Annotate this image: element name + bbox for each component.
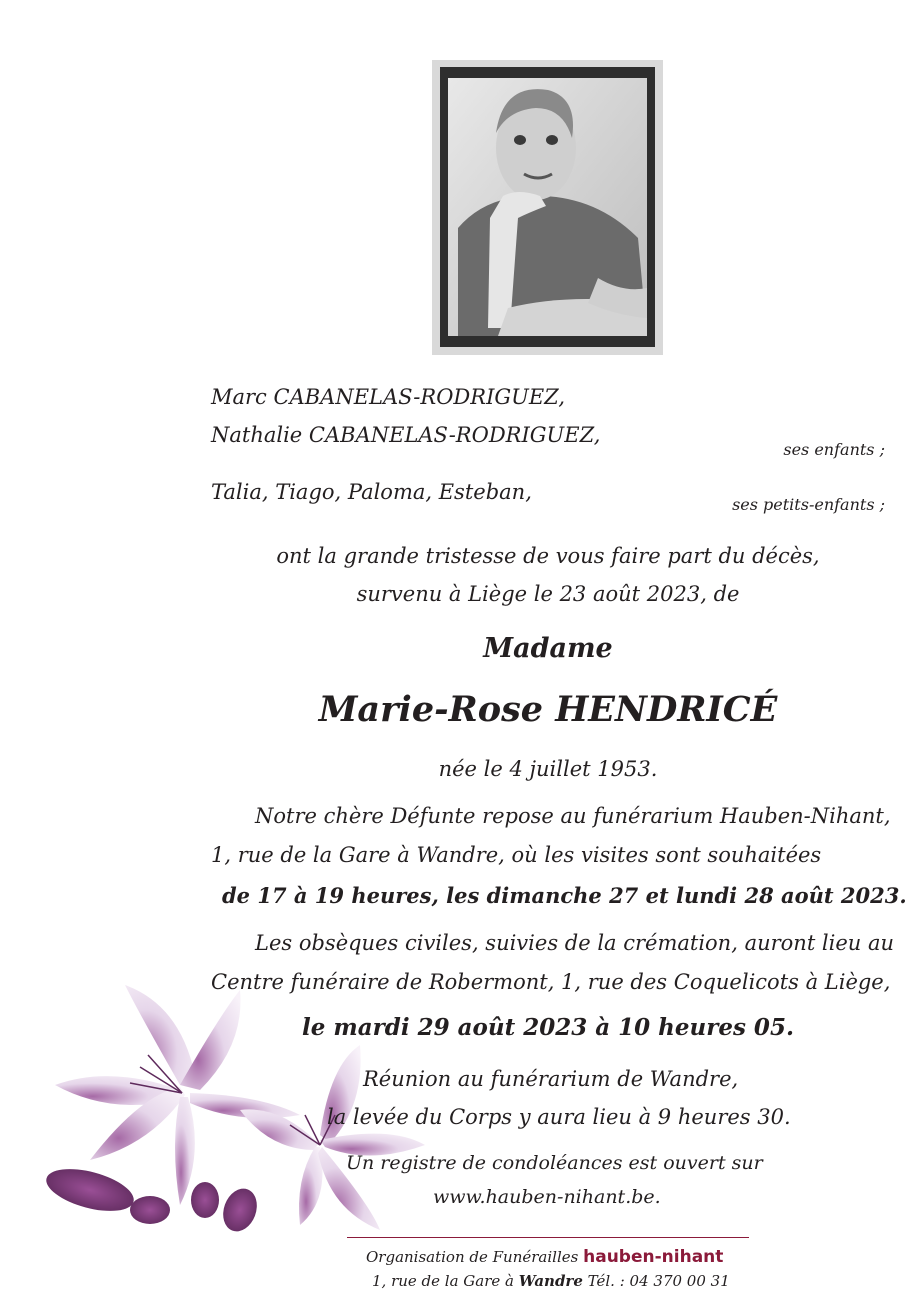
family-child-2: Nathalie CABANELAS-RODRIGUEZ, [211, 423, 601, 447]
footer-address-street: 1, rue de la Gare à [372, 1272, 514, 1290]
grandchildren-role: ses petits-enfants ; [732, 495, 885, 514]
condolences-line-1: Un registre de condoléances est ouvert sur [346, 1152, 763, 1174]
footer-divider [347, 1237, 749, 1238]
meeting-line-1: Réunion au funérarium de Wandre, [363, 1067, 739, 1091]
portrait-image [448, 78, 647, 336]
footer-address [372, 1272, 730, 1290]
funeral-line-2: Centre funéraire de Robermont, 1, rue des Coquelicots à Liège, [211, 970, 891, 994]
funeral-line-1: Les obsèques civiles, suivies de la crémation, auront lieu au [255, 931, 895, 955]
brand-logo: hauben-nihant [583, 1247, 724, 1267]
visitation-line-1: Notre chère Défunte repose au funérarium Hauben-Nihant, [255, 804, 891, 828]
announcement-line-1: ont la grande tristesse de vous faire part du décès, [276, 544, 820, 568]
deceased-name: Marie-Rose HENDRICÉ [318, 689, 778, 730]
family-child-1: Marc CABANELAS-RODRIGUEZ, [211, 385, 566, 409]
footer-phone: Tél. : 04 370 00 31 [587, 1272, 730, 1290]
visitation-line-2: 1, rue de la Gare à Wandre, où les visites sont souhaitées [211, 843, 822, 867]
portrait-frame [432, 60, 663, 355]
meeting-line-2: la levée du Corps y aura lieu à 9 heures 30. [327, 1105, 791, 1129]
condolences-website[interactable]: www.hauben-nihant.be. [433, 1186, 661, 1208]
family-grandchildren: Talia, Tiago, Paloma, Esteban, [211, 480, 532, 504]
portrait-photo [440, 67, 655, 347]
visitation-line-3: de 17 à 19 heures, les dimanche 27 et lundi 28 août 2023. [222, 883, 907, 908]
announcement-line-2: survenu à Liège le 23 août 2023, de [356, 582, 740, 606]
footer-organisation [366, 1247, 723, 1267]
footer-organisation-label: Organisation de Funérailles [366, 1248, 579, 1266]
funeral-line-3: le mardi 29 août 2023 à 10 heures 05. [302, 1014, 794, 1041]
deceased-title: Madame [483, 633, 613, 664]
deceased-birth: née le 4 juillet 1953. [438, 757, 658, 781]
footer-address-city: Wandre [518, 1272, 583, 1290]
children-role: ses enfants ; [783, 440, 885, 459]
